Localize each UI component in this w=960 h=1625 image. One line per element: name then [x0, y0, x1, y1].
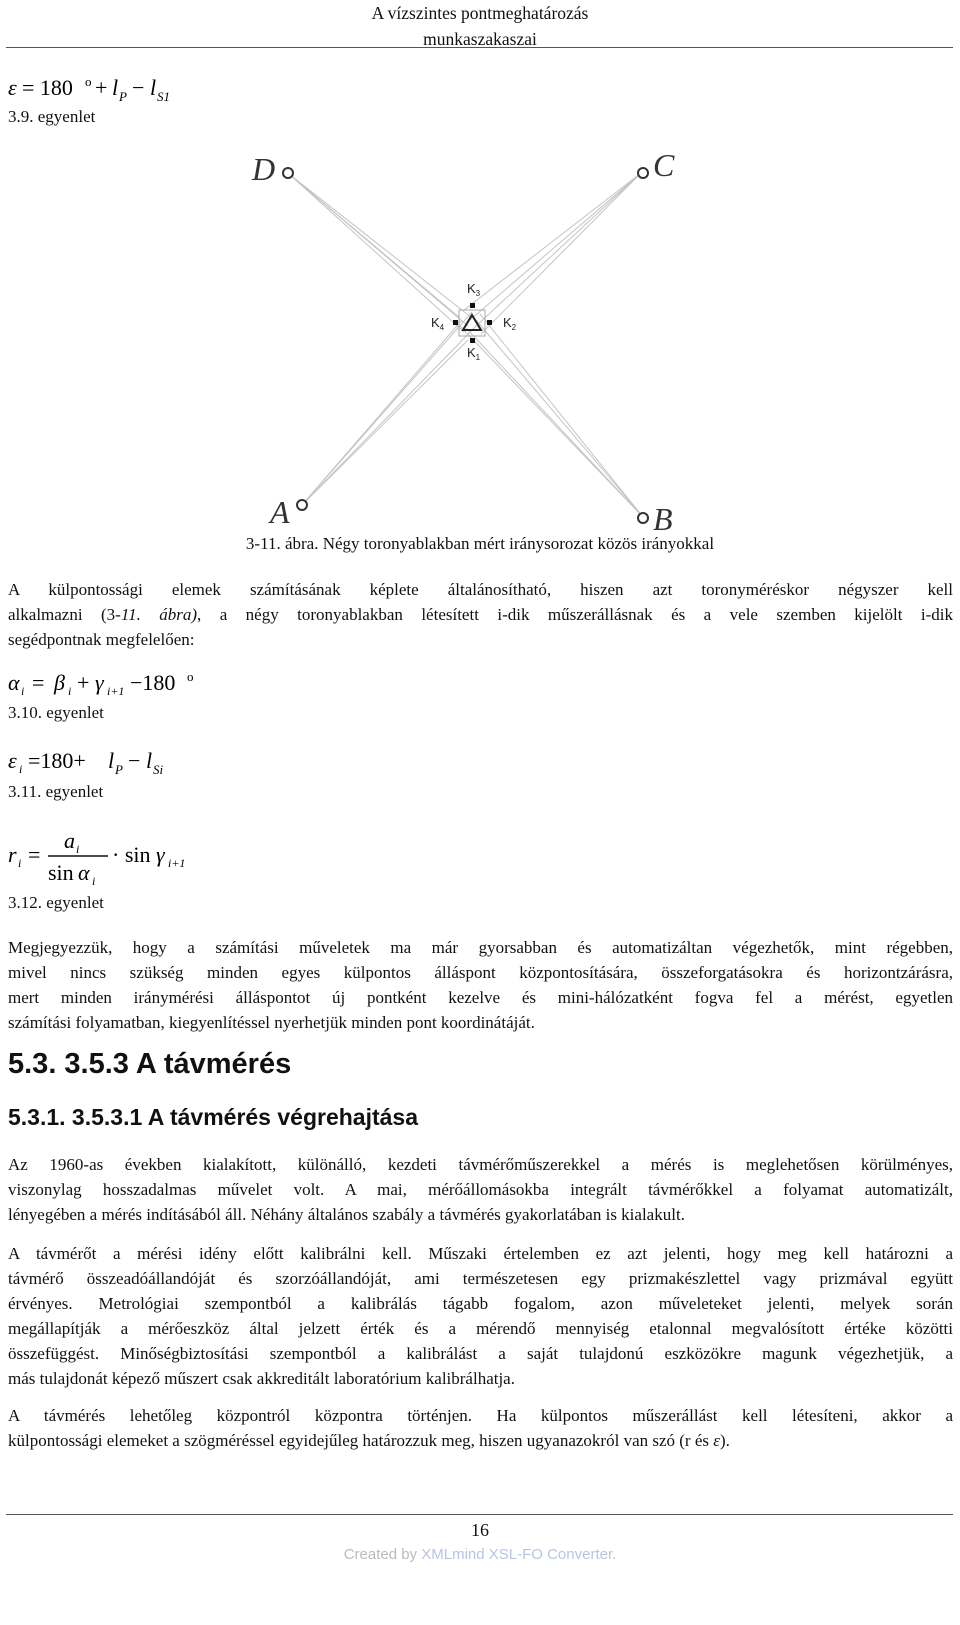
svg-text:S1: S1 — [157, 89, 170, 104]
paragraph-external-elements — [8, 577, 953, 652]
svg-text:o: o — [85, 74, 92, 89]
svg-text:+: + — [95, 75, 108, 100]
paragraph-line: mivel nincs szükség minden egyes külpontos álláspont központosítására, összeforgatásokra és horizontzárásra, — [8, 963, 953, 982]
svg-text:−180: −180 — [130, 670, 176, 695]
figure-3-11-diagram — [240, 140, 700, 540]
equation-3-9-label: 3.9. egyenlet — [8, 107, 96, 126]
point-b-marker — [638, 513, 648, 523]
svg-text:ε: ε — [8, 75, 17, 100]
paragraph-line: más tulajdonát képező műszert csak akkreditált laboratórium kalibrálhatja. — [8, 1369, 515, 1388]
svg-text:P: P — [115, 762, 123, 777]
converter-link[interactable]: XMLmind XSL-FO Converter — [421, 1546, 613, 1563]
equation-3-9 — [8, 74, 188, 111]
svg-text:Si: Si — [153, 762, 164, 777]
paragraph-note — [8, 935, 953, 1035]
page-number: 16 — [471, 1520, 489, 1540]
text-run: ). — [719, 1431, 730, 1450]
svg-text:o: o — [187, 669, 194, 684]
figure-3-11 — [240, 140, 700, 545]
text-run: külpontossági elemeket a szögméréssel egyidejűleg határozzuk meg, hiszen ugyanazokról van szó (r és — [8, 1431, 714, 1450]
svg-text:l: l — [108, 748, 115, 773]
svg-text:α: α — [8, 670, 20, 695]
equation-3-12-label: 3.12. egyenlet — [8, 893, 104, 912]
svg-text:α: α — [78, 860, 90, 885]
section-heading: 5.3. 3.5.3 A távmérés — [8, 1048, 292, 1080]
paragraph-line: Megjegyezzük, hogy a számítási műveletek ma már gyorsabban és automatizáltan végezhetők, mint régebben, — [8, 938, 953, 957]
station-k1-marker — [470, 338, 475, 343]
paragraph-line: A távmérés lehetőleg központról központra történjen. Ha külpontos műszerállást kell létesíteni, akkor a — [8, 1406, 953, 1425]
paragraph-history — [8, 1152, 953, 1227]
svg-text:l: l — [150, 75, 157, 100]
svg-text:· sin: · sin — [112, 842, 151, 867]
paragraph-line: számítási folyamatban, kiegyenlítéssel nyerhetjük minden pont koordinátáját. — [8, 1013, 535, 1032]
svg-text:−: − — [128, 748, 141, 773]
paragraph-line: viszonylag hosszadalmas művelet volt. A mai, mérőállomásokba integrált távmérőkkel a folyamat automatizált, — [8, 1180, 953, 1199]
subsection-heading: 5.3.1. 3.5.3.1 A távmérés végrehajtása — [8, 1104, 419, 1130]
footer-suffix: . — [612, 1546, 617, 1563]
header-rule — [6, 47, 953, 48]
paragraph-centering — [8, 1403, 953, 1453]
svg-text:−: − — [132, 75, 145, 100]
equation-3-12-formula — [8, 825, 188, 891]
svg-text:i: i — [68, 684, 72, 698]
station-k1-label: $K_1$ — [467, 345, 481, 362]
svg-text:a: a — [64, 828, 75, 853]
svg-text:γ: γ — [156, 842, 165, 867]
station-k2-marker — [487, 320, 492, 325]
equation-3-10-label: 3.10. egyenlet — [8, 703, 104, 722]
svg-text:l: l — [112, 75, 119, 100]
equation-3-10 — [8, 669, 208, 704]
svg-text:sin: sin — [48, 860, 74, 885]
svg-text:r: r — [8, 842, 17, 867]
figure-3-11-caption: 3-11. ábra. Négy toronyablakban mért iránysorozat közös irányokkal — [245, 534, 715, 553]
paragraph-line — [8, 602, 953, 627]
svg-text:i: i — [76, 842, 80, 856]
epsilon-symbol: ε — [713, 1431, 720, 1450]
generator-footer — [0, 1546, 960, 1563]
text-run: , a négy toronyablakban létesített i-dik műszerállásnak és a vele szemben kijelölt i-dik — [197, 605, 953, 624]
station-k3-label: $K_3$ — [467, 281, 481, 298]
paragraph-line: A külpontossági elemek számításának képlete általánosítható, hiszen azt toronyméréskor négyszer kell — [8, 580, 953, 599]
running-header — [0, 0, 960, 52]
station-k2-label: $K_2$ — [503, 315, 517, 332]
svg-text:=: = — [28, 842, 41, 867]
svg-text:i+1: i+1 — [107, 684, 125, 698]
station-k4-label: $K_4$ — [431, 315, 445, 332]
svg-text:=: = — [32, 670, 45, 695]
point-b-label: B — [653, 501, 673, 537]
svg-text:P: P — [119, 89, 127, 104]
svg-text:l: l — [146, 748, 153, 773]
paragraph-line: A távmérőt a mérési idény előtt kalibrálni kell. Műszaki értelemben ez azt jelenti, hogy meg kell határozni a — [8, 1244, 953, 1263]
svg-text:i: i — [18, 856, 22, 870]
svg-text:i+1: i+1 — [168, 856, 186, 870]
text-run: alkalmazni (3- — [8, 605, 121, 624]
footer-rule — [6, 1514, 953, 1515]
paragraph-line: Az 1960-as években kialakított, különálló, kezdeti távmérőműszerekkel a mérés is meglehetősen körülményes, — [8, 1155, 953, 1174]
footer-prefix: Created by — [343, 1546, 422, 1563]
equation-3-11 — [8, 747, 188, 782]
point-c-marker — [638, 168, 648, 178]
header-title-line1: A vízszintes pontmeghatározás — [371, 3, 589, 23]
svg-text:=180+: =180+ — [28, 748, 86, 773]
equation-3-10-formula — [8, 669, 208, 699]
paragraph-line — [8, 1428, 953, 1453]
svg-text:i: i — [19, 762, 23, 776]
equation-3-12 — [8, 825, 188, 896]
equation-3-11-label: 3.11. egyenlet — [8, 782, 104, 801]
paragraph-line: összefüggést. Minőségbiztosítási szempontból a kalibrálást a saját tulajdonú eszközökre magunk végezhetjük, a — [8, 1344, 953, 1363]
point-a-marker — [297, 500, 307, 510]
svg-text:γ: γ — [95, 670, 104, 695]
station-k4-marker — [453, 320, 458, 325]
point-a-label: A — [270, 494, 290, 530]
paragraph-line: érvényes. Metrológiai szempontból a kalibrálás tágabb fogalom, azon műveleteket jelenti, melyek során — [8, 1294, 953, 1313]
paragraph-line: segédpontnak megfelelően: — [8, 630, 195, 649]
point-d-marker — [283, 168, 293, 178]
point-c-label: C — [653, 147, 675, 183]
paragraph-line: megállapítják a mérőeszköz által jelzett érték és a mérendő mennyiség etalonnal megvalósított értéke közötti — [8, 1319, 953, 1338]
figure-3-11-link[interactable]: 11. ábra) — [120, 605, 198, 624]
svg-text:ε: ε — [8, 748, 17, 773]
point-d-label: D — [252, 151, 276, 187]
equation-3-11-formula — [8, 747, 188, 777]
svg-text:= 180: = 180 — [22, 75, 73, 100]
paragraph-line: távmérő összeadóállandóját és szorzóállandóját, ami természetesen egy prizmakészlettel vagy prizmával együtt — [8, 1269, 953, 1288]
equation-3-9-formula — [8, 74, 188, 106]
svg-text:i: i — [21, 684, 25, 698]
station-k3-marker — [470, 303, 475, 308]
svg-text:β: β — [54, 670, 65, 695]
header-title-line2: munkaszakaszai — [423, 29, 537, 49]
svg-text:+: + — [77, 670, 90, 695]
paragraph-line: lényegében a mérés indításából áll. Néhány általános szabály a távmérés gyakorlatában is kialakult. — [8, 1205, 685, 1224]
paragraph-line: mert minden iránymérési álláspontot új pontként kezelve és mini-hálózatként fogva fel a mérést, egyetlen — [8, 988, 953, 1007]
svg-text:i: i — [92, 874, 96, 888]
paragraph-calibration — [8, 1241, 953, 1391]
